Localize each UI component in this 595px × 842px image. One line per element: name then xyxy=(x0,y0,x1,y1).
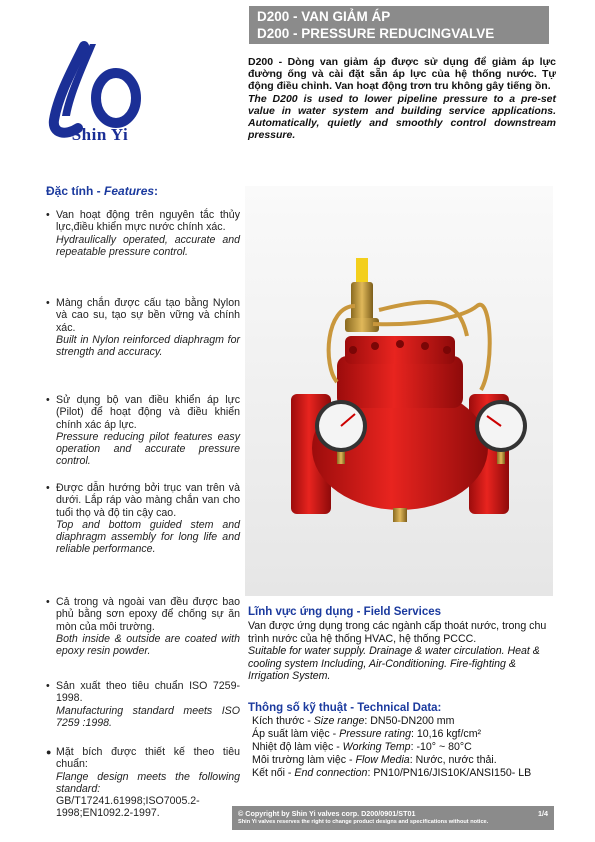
feature-vietnamese: Sản xuất theo tiêu chuẩn ISO 7259-1998. xyxy=(56,680,240,705)
field-services-english: Suitable for water supply. Drainage & water circulation. Heat & cooling system Including, Air-Conditioning. Fire-fighting & Irrigation System. xyxy=(248,645,540,683)
features-heading-colon: : xyxy=(154,184,159,198)
footer-page-number: 1/4 xyxy=(538,809,548,818)
feature-vietnamese: Cả trong và ngoài van đều được bao phủ bằng sơn epoxy để chống sự ăn mòn của môi trường. xyxy=(56,596,240,633)
features-heading xyxy=(46,184,158,198)
tech-value: : 10,16 kgf/cm² xyxy=(410,728,482,740)
bullet-icon: ● xyxy=(46,747,52,757)
intro-english: The D200 is used to lower pipeline pressure to a pre-set value in water system and building service applications. Automatically, quietly and smoothly control downstream pressure. xyxy=(248,92,556,142)
bullet-icon: • xyxy=(46,680,50,692)
bullet-icon: • xyxy=(46,209,50,221)
tech-row xyxy=(248,741,568,754)
feature-english: Manufacturing standard meets ISO 7259 :1998. xyxy=(56,704,240,729)
tech-row xyxy=(248,728,568,741)
feature-vietnamese: Màng chắn được cấu tạo bằng Nylon và cao su, tạo sự bền vững và chính xác. xyxy=(56,297,240,334)
tech-label-vi: Môi trường làm việc - xyxy=(252,754,356,766)
feature-item xyxy=(46,394,240,468)
field-services-heading: Lĩnh vực ứng dụng - Field Services xyxy=(248,606,442,618)
tech-label-en: Flow Media xyxy=(355,754,410,766)
footer-notice: Shin Yi valves reserves the right to change product designs and specifications without notice. xyxy=(238,819,489,825)
title-vietnamese: D200 - VAN GIẢM ÁP xyxy=(257,9,391,24)
feature-english: Top and bottom guided stem and diaphragm assembly for long life and reliable performance. xyxy=(56,518,240,556)
features-heading-vi: Đặc tính - xyxy=(46,184,105,198)
tech-label-vi: Kích thước - xyxy=(252,715,314,727)
valve-product-image xyxy=(245,186,553,596)
technical-data-section xyxy=(248,702,568,780)
tech-value: : DN50-DN200 mm xyxy=(364,715,455,727)
title-bar xyxy=(249,6,549,44)
feature-item xyxy=(46,297,240,358)
field-services-vietnamese: Van được ứng dụng trong các ngành cấp thoát nước, trong chu trình nước của hệ thống HVAC, hệ thống PCCC. xyxy=(248,620,547,645)
intro-paragraph xyxy=(248,56,556,141)
footer-copyright: © Copyright by Shin Yi valves corp. D200/0901/ST01 xyxy=(238,809,416,818)
feature-vietnamese: Van hoạt động trên nguyên tắc thủy lực,điều khiển mực nước chính xác. xyxy=(56,209,240,234)
tech-label-en: Pressure rating xyxy=(339,728,411,740)
tech-row xyxy=(248,715,568,728)
feature-standards: GB/T17241.61998;ISO7005.2-1998;EN1092.2-1997. xyxy=(56,795,200,820)
intro-vietnamese: D200 - Dòng van giảm áp được sử dụng để giảm áp lực đường ống và cài đặt sẵn áp lực của hệ thống nước. Tự động điều chỉnh. Van hoạt động trơn tru không gây tiếng ồn. xyxy=(248,56,556,93)
tech-row xyxy=(248,754,568,767)
technical-data-heading: Thông số kỹ thuật - Technical Data: xyxy=(248,702,442,714)
footer-bar xyxy=(232,806,554,830)
field-services-section xyxy=(248,606,558,682)
tech-row xyxy=(248,767,568,780)
tech-label-en: Working Temp xyxy=(342,741,411,753)
feature-english: Pressure reducing pilot features easy operation and accurate pressure control. xyxy=(56,430,240,468)
tech-label-vi: Kết nối - xyxy=(252,767,295,779)
feature-item xyxy=(46,680,240,729)
bullet-icon: • xyxy=(46,596,50,608)
features-heading-en: Features xyxy=(104,184,155,198)
bullet-icon: • xyxy=(46,482,50,494)
title-english: D200 - PRESSURE REDUCINGVALVE xyxy=(257,26,495,41)
bullet-icon: • xyxy=(46,394,50,406)
tech-label-vi: Áp suất làm việc - xyxy=(252,728,340,740)
feature-item xyxy=(46,209,240,258)
feature-english: Built in Nylon reinforced diaphragm for strength and accuracy. xyxy=(56,333,240,359)
feature-vietnamese: Mặt bích được thiết kế theo tiêu chuẩn: xyxy=(56,746,240,771)
feature-item xyxy=(46,482,240,556)
feature-vietnamese: Được dẫn hướng bởi trục van trên và dưới. Lắp ráp vào màng chắn van cho tuổi thọ và độ tin cậy cao. xyxy=(56,482,240,519)
feature-item xyxy=(46,596,240,657)
feature-item xyxy=(46,746,240,820)
tech-label-vi: Nhiệt độ làm việc - xyxy=(252,741,343,753)
logo-text: Shin Yi xyxy=(71,125,129,144)
tech-label-en: Size range xyxy=(313,715,365,727)
feature-english: Both inside & outside are coated with epoxy resin powder. xyxy=(56,632,240,658)
tech-label-en: End connection xyxy=(294,767,368,779)
bullet-icon: • xyxy=(46,297,50,309)
feature-english: Hydraulically operated, accurate and repeatable pressure control. xyxy=(56,233,240,258)
feature-vietnamese: Sử dụng bộ van điều khiển áp lực (Pilot) để hoạt động và điều khiển chính xác áp lực. xyxy=(56,394,240,431)
feature-english: Flange design meets the following standard: xyxy=(56,770,240,795)
tech-value: : PN10/PN16/JIS10K/ANSI150- LB xyxy=(367,767,532,779)
tech-value: : -10° ~ 80°C xyxy=(410,741,472,753)
tech-value: : Nước, nước thải. xyxy=(409,754,497,766)
